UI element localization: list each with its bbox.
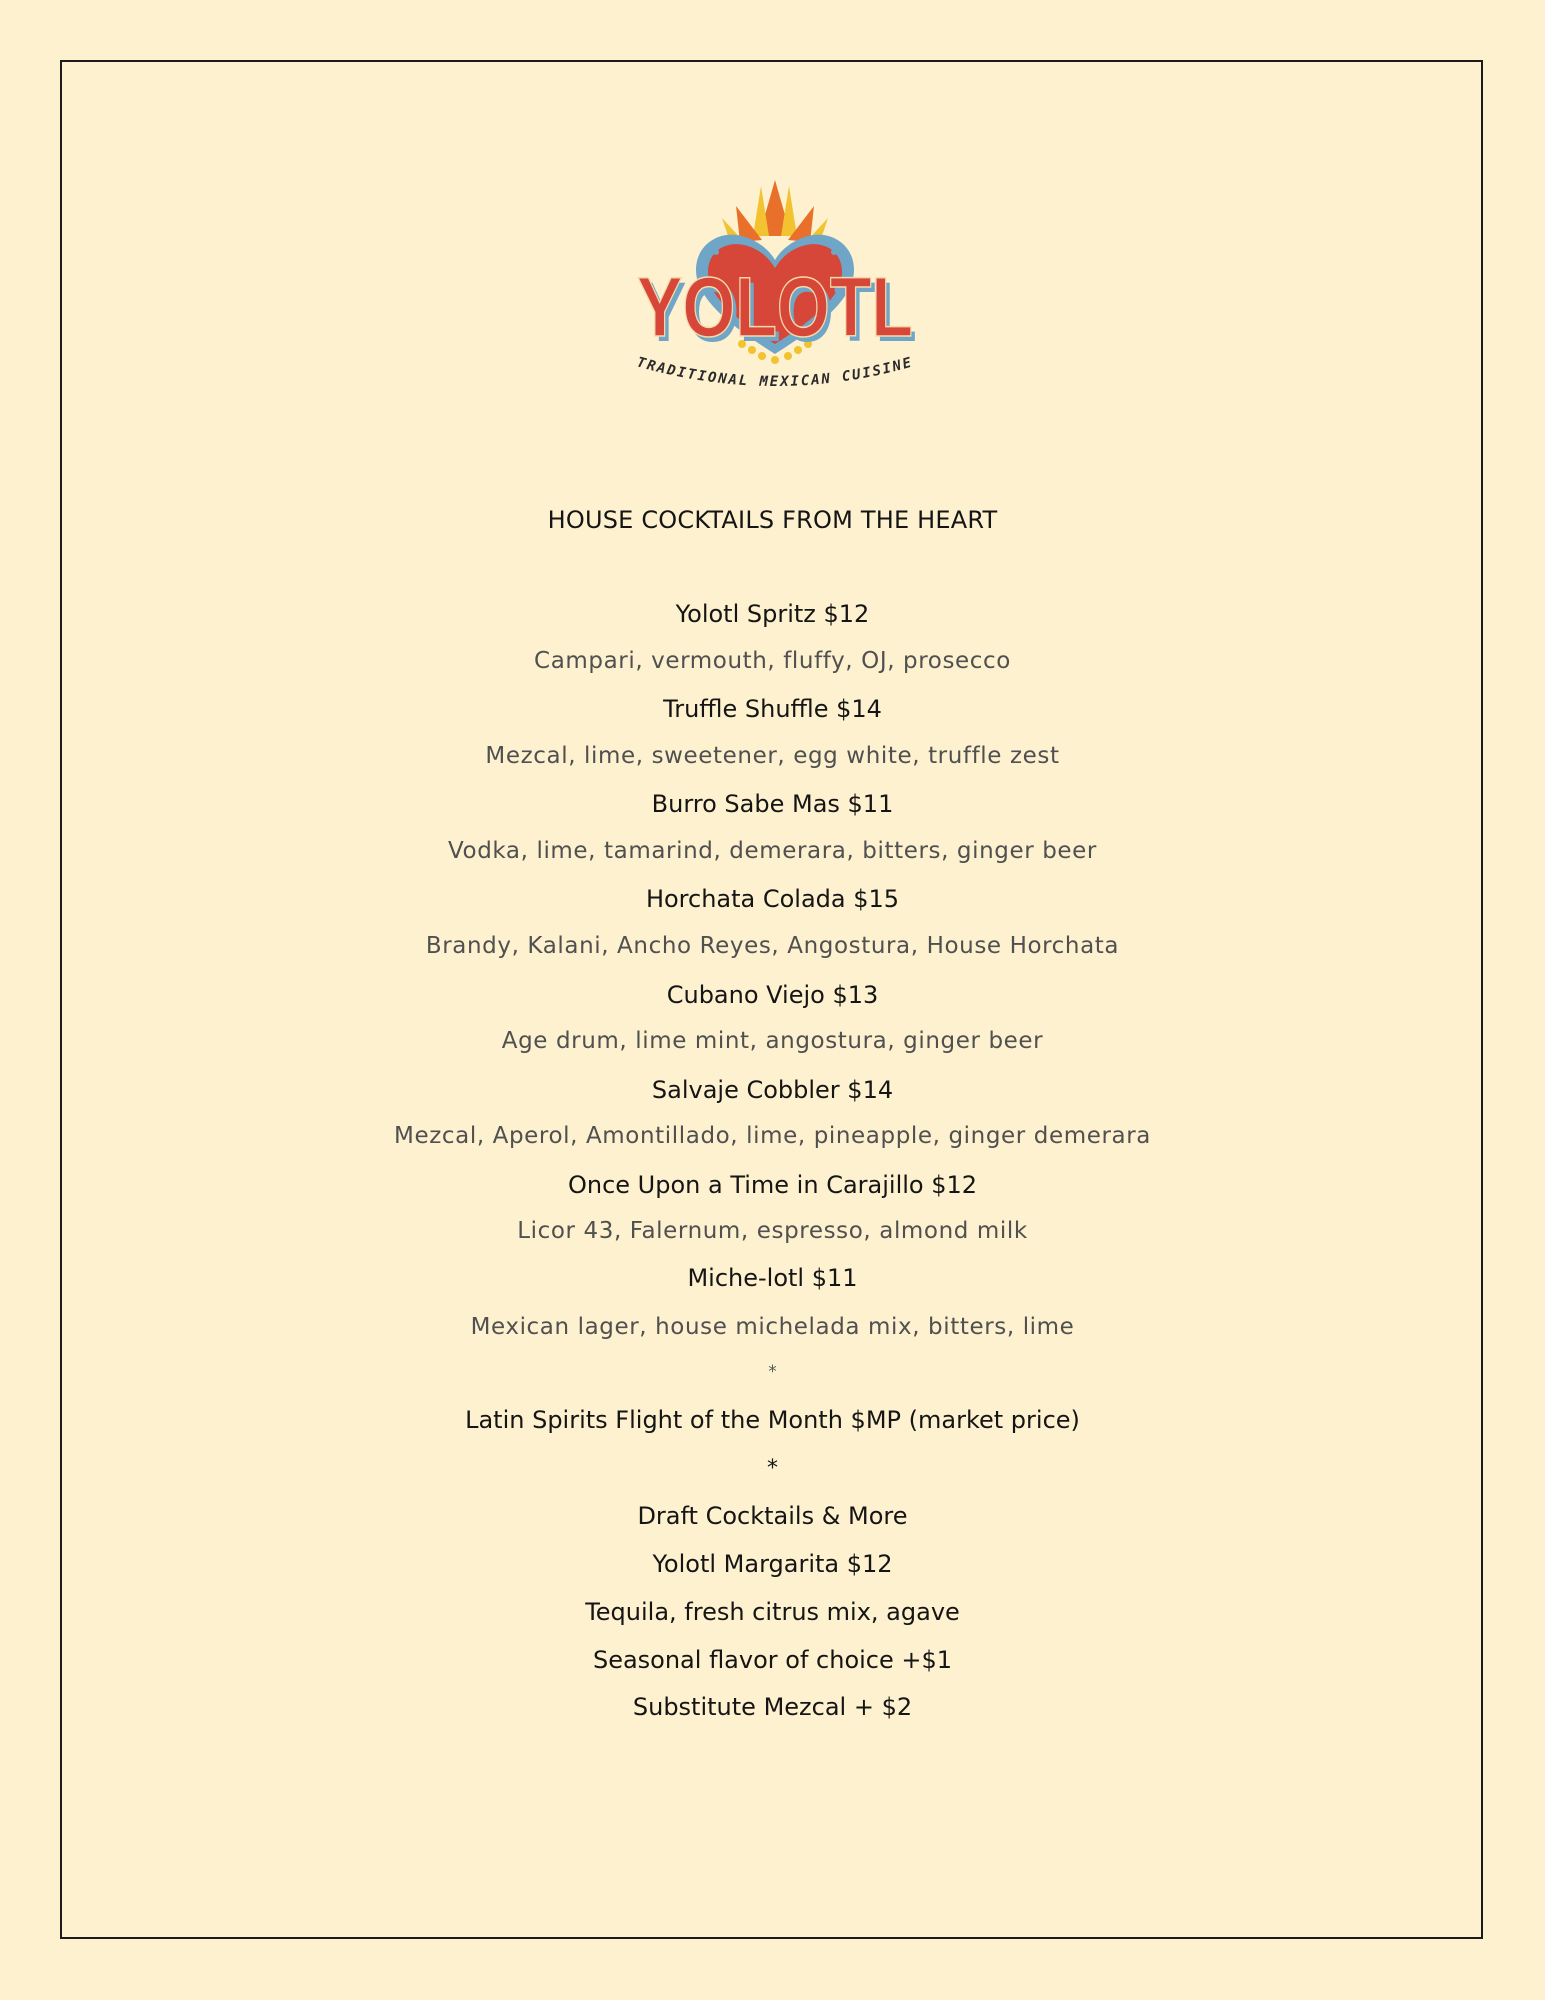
draft-heading: Draft Cocktails & More [637,1502,908,1530]
yolotl-logo [630,178,920,410]
cocktail-name: Horchata Colada $15 [645,885,900,913]
cocktail-description: Licor 43, Falernum, espresso, almond milk [517,1218,1028,1244]
cocktail-description: Mezcal, Aperol, Amontillado, lime, pineapple, ginger demerara [394,1123,1151,1149]
draft-item: Substitute Mezcal + $2 [632,1693,913,1721]
cocktail-name: Cubano Viejo $13 [666,981,879,1009]
draft-item: Seasonal flavor of choice +$1 [592,1646,953,1674]
cocktail-description: Vodka, lime, tamarind, demerara, bitters, ginger beer [448,838,1097,864]
spirits-flight: Latin Spirits Flight of the Month $MP (market price) [465,1406,1080,1434]
draft-item: Yolotl Margarita $12 [652,1550,893,1578]
cocktail-name: Salvaje Cobbler $14 [651,1076,894,1104]
cocktail-description: Brandy, Kalani, Ancho Reyes, Angostura, House Horchata [425,933,1120,959]
separator-asterisk: * [768,1362,777,1382]
cocktail-name: Burro Sabe Mas $11 [651,790,894,818]
logo-tagline-text: TRADITIONAL MEXICAN CUISINE [634,354,916,390]
menu-heading: HOUSE COCKTAILS FROM THE HEART [547,506,998,534]
cocktail-name: Miche-lotl $11 [687,1264,858,1292]
cocktail-name: Yolotl Spritz $12 [675,600,870,628]
separator-asterisk: * [767,1456,778,1481]
logo-wordmark-shadow: YOLOTL [641,265,917,359]
cocktail-description: Mezcal, lime, sweetener, egg white, truffle zest [485,743,1060,769]
cocktail-description: Mexican lager, house michelada mix, bitters, lime [470,1314,1075,1340]
logo-wordmark: YOLOTL [637,260,913,354]
cocktail-name: Once Upon a Time in Carajillo $12 [567,1171,978,1199]
cocktail-description: Campari, vermouth, fluffy, OJ, prosecco [534,648,1011,674]
draft-item: Tequila, fresh citrus mix, agave [585,1598,960,1626]
cocktail-description: Age drum, lime mint, angostura, ginger beer [501,1028,1044,1054]
cocktail-name: Truffle Shuffle $14 [663,695,882,723]
